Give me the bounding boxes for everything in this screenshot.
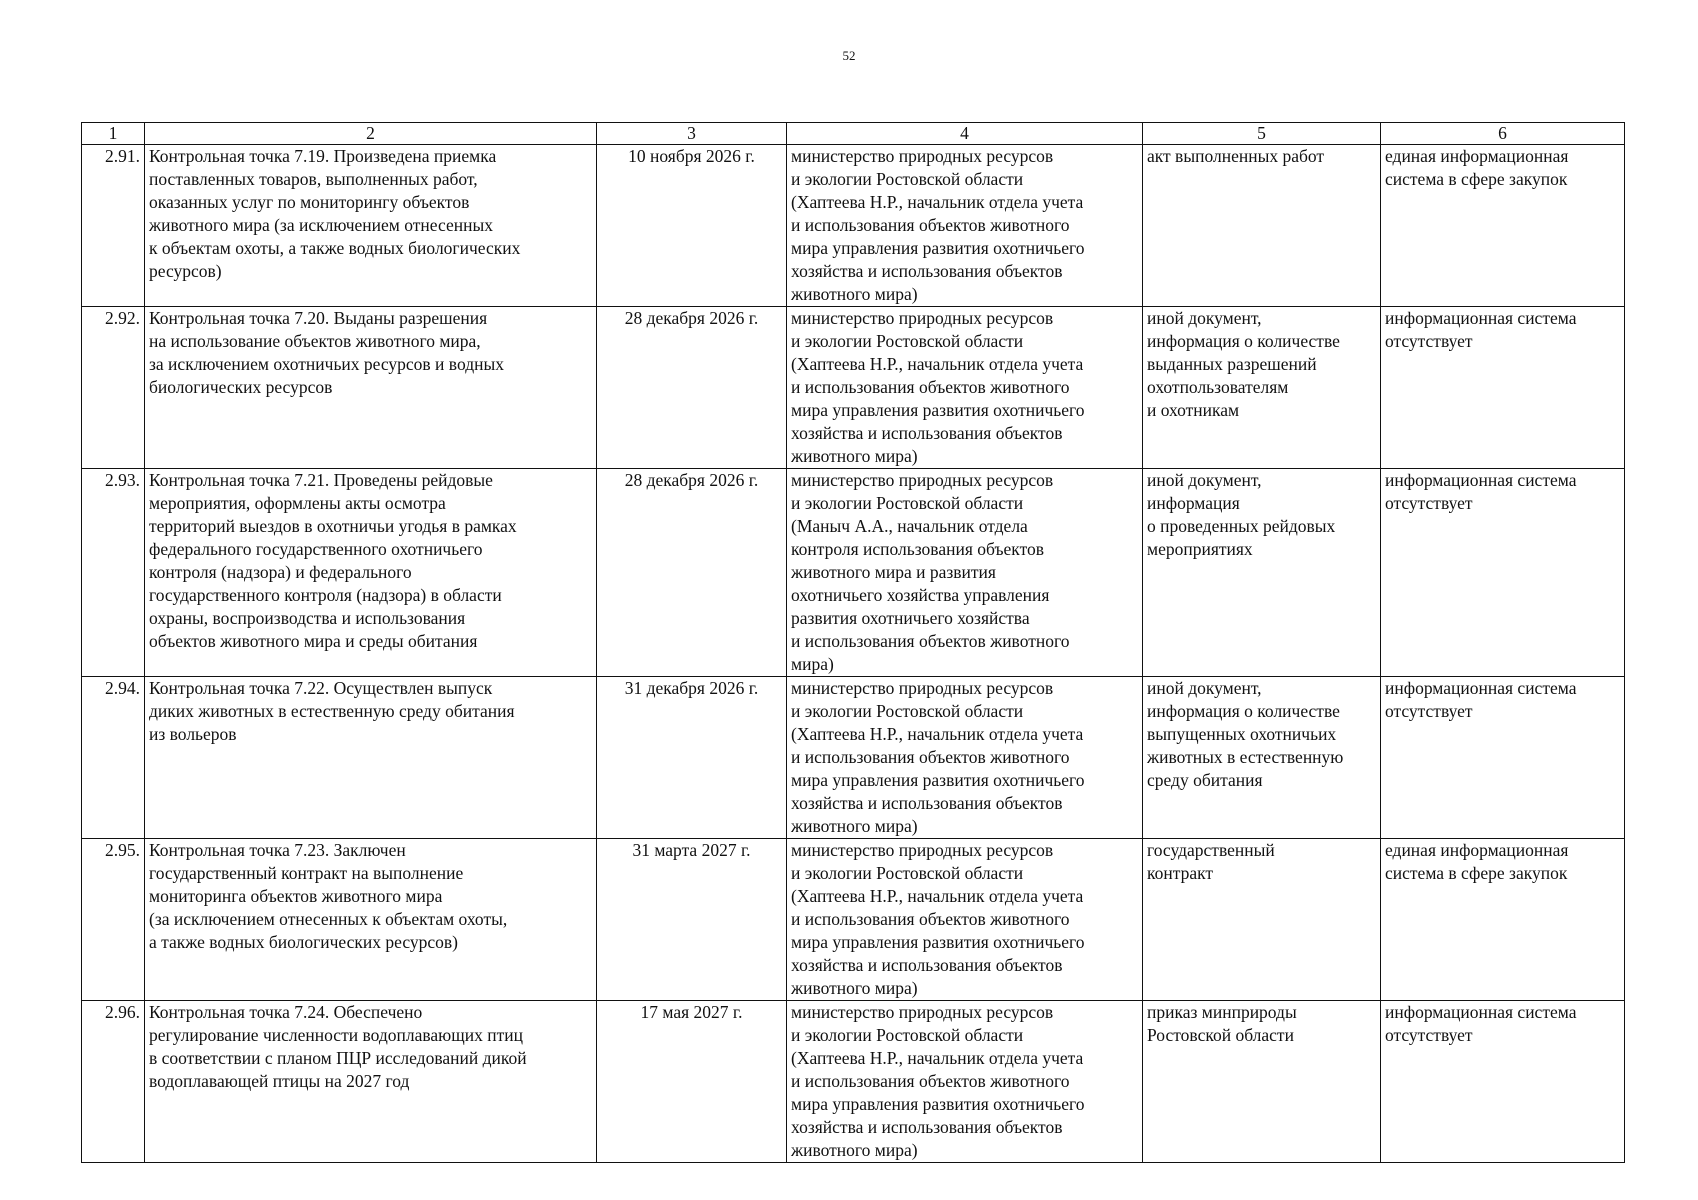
responsible-executor: министерство природных ресурсов и экологии Ростовской области (Хаптеева Н.Р., начальник отдела учета и использования объектов животного мира управления развития охотничьего хозяйства и использования объектов животного мира) bbox=[787, 839, 1143, 1001]
confirming-document: иной документ, информация о количестве выданных разрешений охотпользователям и охотникам bbox=[1143, 307, 1381, 469]
page-number: 52 bbox=[842, 48, 856, 63]
confirming-document: государственный контракт bbox=[1143, 839, 1381, 1001]
table-row bbox=[82, 307, 1625, 469]
event-description: Контрольная точка 7.22. Осуществлен выпуск диких животных в естественную среду обитания из вольеров bbox=[145, 677, 597, 839]
table-row bbox=[82, 469, 1625, 677]
row-number: 2.93. bbox=[82, 469, 145, 677]
confirming-document: иной документ, информация о количестве выпущенных охотничьих животных в естественную среду обитания bbox=[1143, 677, 1381, 839]
event-description: Контрольная точка 7.21. Проведены рейдовые мероприятия, оформлены акты осмотра территорий выездов в охотничьи угодья в рамках федерального государственного охотничьего контроля (надзора) и федерального государственного контроля (надзора) в области охраны, воспроизводства и использования объектов животного мира и среды обитания bbox=[145, 469, 597, 677]
deadline-date: 17 мая 2027 г. bbox=[597, 1001, 787, 1163]
deadline-date: 31 декабря 2026 г. bbox=[597, 677, 787, 839]
responsible-executor: министерство природных ресурсов и экологии Ростовской области (Хаптеева Н.Р., начальник отдела учета и использования объектов животного мира управления развития охотничьего хозяйства и использования объектов животного мира) bbox=[787, 307, 1143, 469]
table-row bbox=[82, 839, 1625, 1001]
responsible-executor: министерство природных ресурсов и экологии Ростовской области (Маныч А.А., начальник отдела контроля использования объектов животного мира и развития охотничьего хозяйства управления развития охотничьего хозяйства и использования объектов животного мира) bbox=[787, 469, 1143, 677]
event-description: Контрольная точка 7.23. Заключен государственный контракт на выполнение мониторинга объектов животного мира (за исключением отнесенных к объектам охоты, а также водных биологических ресурсов) bbox=[145, 839, 597, 1001]
information-system: информационная система отсутствует bbox=[1381, 677, 1625, 839]
row-number: 2.92. bbox=[82, 307, 145, 469]
information-system: единая информационная система в сфере закупок bbox=[1381, 145, 1625, 307]
table-row bbox=[82, 1001, 1625, 1163]
confirming-document: приказ минприроды Ростовской области bbox=[1143, 1001, 1381, 1163]
row-number: 2.91. bbox=[82, 145, 145, 307]
column-header-4: 4 bbox=[787, 123, 1143, 145]
column-header-1: 1 bbox=[82, 123, 145, 145]
information-system: информационная система отсутствует bbox=[1381, 307, 1625, 469]
responsible-executor: министерство природных ресурсов и экологии Ростовской области (Хаптеева Н.Р., начальник отдела учета и использования объектов животного мира управления развития охотничьего хозяйства и использования объектов животного мира) bbox=[787, 145, 1143, 307]
event-description: Контрольная точка 7.24. Обеспечено регулирование численности водоплавающих птиц в соответствии с планом ПЦР исследований дикой водоплавающей птицы на 2027 год bbox=[145, 1001, 597, 1163]
column-header-2: 2 bbox=[145, 123, 597, 145]
plan-table bbox=[81, 122, 1625, 1163]
column-header-5: 5 bbox=[1143, 123, 1381, 145]
deadline-date: 10 ноября 2026 г. bbox=[597, 145, 787, 307]
row-number: 2.96. bbox=[82, 1001, 145, 1163]
confirming-document: акт выполненных работ bbox=[1143, 145, 1381, 307]
deadline-date: 28 декабря 2026 г. bbox=[597, 469, 787, 677]
column-header-6: 6 bbox=[1381, 123, 1625, 145]
responsible-executor: министерство природных ресурсов и экологии Ростовской области (Хаптеева Н.Р., начальник отдела учета и использования объектов животного мира управления развития охотничьего хозяйства и использования объектов животного мира) bbox=[787, 677, 1143, 839]
deadline-date: 31 марта 2027 г. bbox=[597, 839, 787, 1001]
confirming-document: иной документ, информация о проведенных рейдовых мероприятиях bbox=[1143, 469, 1381, 677]
table-row bbox=[82, 145, 1625, 307]
row-number: 2.94. bbox=[82, 677, 145, 839]
deadline-date: 28 декабря 2026 г. bbox=[597, 307, 787, 469]
information-system: единая информационная система в сфере закупок bbox=[1381, 839, 1625, 1001]
information-system: информационная система отсутствует bbox=[1381, 1001, 1625, 1163]
column-header-3: 3 bbox=[597, 123, 787, 145]
table-row bbox=[82, 677, 1625, 839]
event-description: Контрольная точка 7.19. Произведена приемка поставленных товаров, выполненных работ, оказанных услуг по мониторингу объектов животного мира (за исключением отнесенных к объектам охоты, а также водных биологических ресурсов) bbox=[145, 145, 597, 307]
table-header-row bbox=[82, 123, 1625, 145]
information-system: информационная система отсутствует bbox=[1381, 469, 1625, 677]
event-description: Контрольная точка 7.20. Выданы разрешения на использование объектов животного мира, за исключением охотничьих ресурсов и водных биологических ресурсов bbox=[145, 307, 597, 469]
row-number: 2.95. bbox=[82, 839, 145, 1001]
responsible-executor: министерство природных ресурсов и экологии Ростовской области (Хаптеева Н.Р., начальник отдела учета и использования объектов животного мира управления развития охотничьего хозяйства и использования объектов животного мира) bbox=[787, 1001, 1143, 1163]
